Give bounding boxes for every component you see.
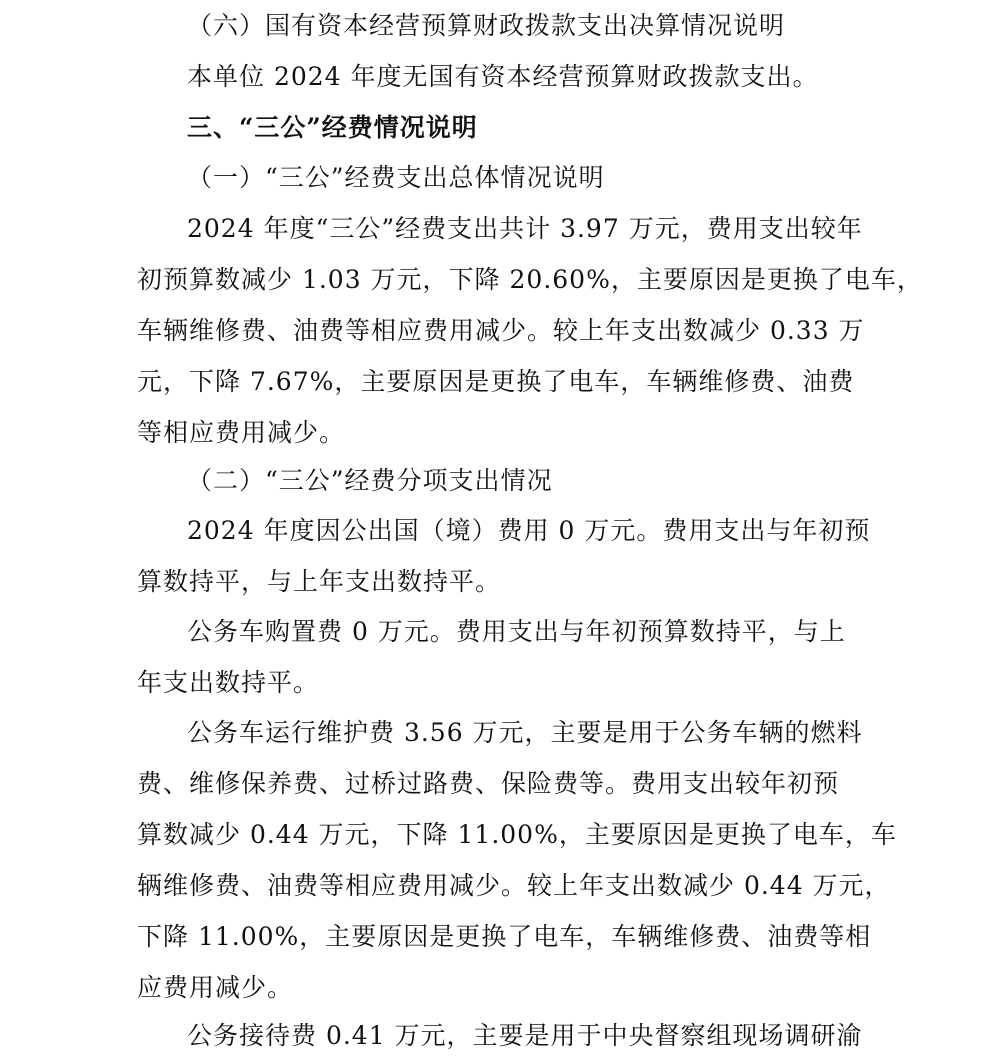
text-line: 算数减少 0.44 万元，下降 11.00%，主要原因是更换了电车，车 bbox=[137, 820, 897, 849]
paragraph-overseas-travel bbox=[137, 505, 877, 607]
text-line: 年支出数持平。 bbox=[137, 668, 320, 697]
heading-three-public-expenses: 三、“三公”经费情况说明 bbox=[187, 113, 478, 142]
text-line: 应费用减少。 bbox=[137, 973, 294, 1002]
text-line: 下降 11.00%，主要原因是更换了电车，车辆维修费、油费等相 bbox=[137, 922, 872, 951]
text-line: 车辆维修费、油费等相应费用减少。较上年支出数减少 0.33 万 bbox=[137, 316, 865, 345]
text-line: 辆维修费、油费等相应费用减少。较上年支出数减少 0.44 万元， bbox=[137, 871, 891, 900]
heading-state-capital-budget: （六）国有资本经营预算财政拨款支出决算情况说明 bbox=[187, 11, 786, 40]
text-line: 公务车运行维护费 3.56 万元，主要是用于公务车辆的燃料 bbox=[187, 718, 863, 747]
paragraph-vehicle-purchase bbox=[137, 606, 877, 708]
text-line: 公务接待费 0.41 万元，主要是用于中央督察组现场调研渝 bbox=[187, 1021, 863, 1050]
text-line: 元，下降 7.67%，主要原因是更换了电车，车辆维修费、油费 bbox=[137, 367, 855, 396]
paragraph-overall-situation bbox=[137, 203, 923, 458]
heading-itemized-expenses: （二）“三公”经费分项支出情况 bbox=[187, 466, 553, 495]
heading-overall-situation: （一）“三公”经费支出总体情况说明 bbox=[187, 163, 605, 192]
text-line: 初预算数减少 1.03 万元，下降 20.60%，主要原因是更换了电车， bbox=[137, 265, 923, 294]
paragraph-official-reception bbox=[137, 1010, 877, 1061]
paragraph-state-capital-budget: 本单位 2024 年度无国有资本经营预算财政拨款支出。 bbox=[187, 62, 819, 91]
text-line: 公务车购置费 0 万元。费用支出与年初预算数持平，与上 bbox=[187, 617, 846, 646]
text-line: 等相应费用减少。 bbox=[137, 418, 346, 447]
text-line: 费、维修保养费、过桥过路费、保险费等。费用支出较年初预 bbox=[137, 769, 840, 798]
text-line: 2024 年度“三公”经费支出共计 3.97 万元，费用支出较年 bbox=[187, 214, 863, 243]
paragraph-vehicle-operation bbox=[137, 707, 897, 1013]
text-line: 算数持平，与上年支出数持平。 bbox=[137, 567, 502, 596]
text-line: 2024 年度因公出国（境）费用 0 万元。费用支出与年初预 bbox=[187, 516, 871, 545]
